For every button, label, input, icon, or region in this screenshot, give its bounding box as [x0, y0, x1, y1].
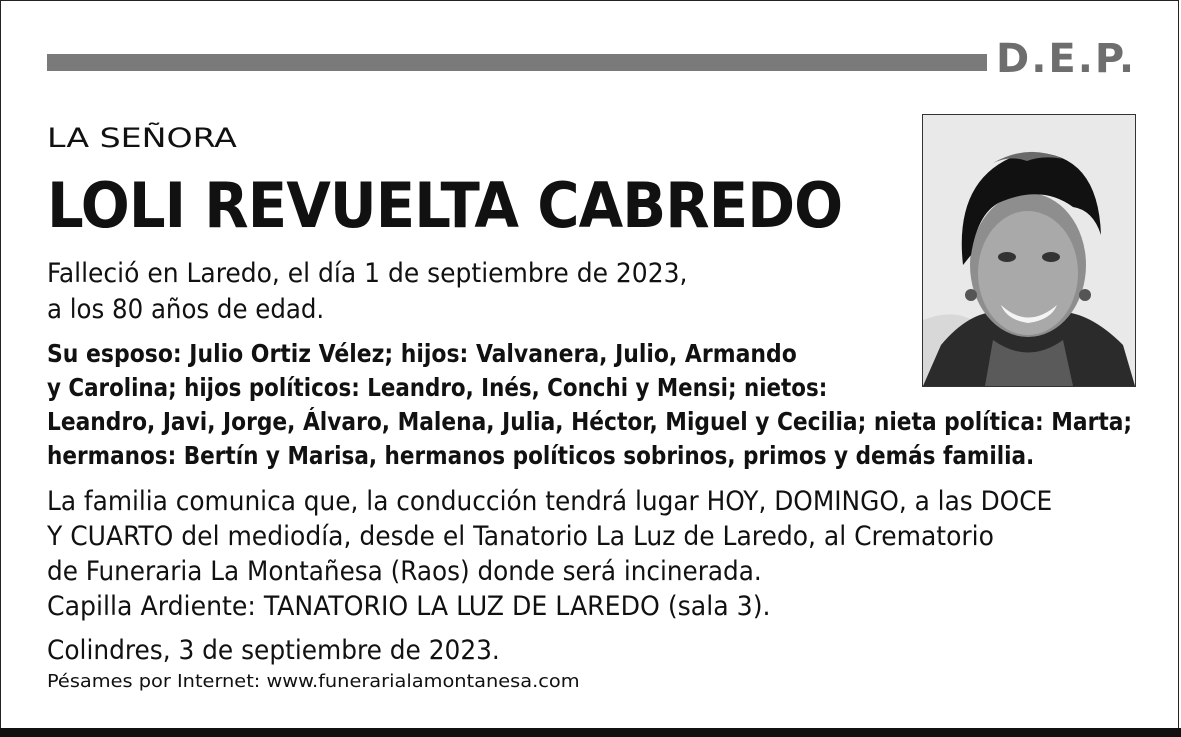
place-date: Colindres, 3 de septiembre de 2023. [47, 635, 500, 666]
death-line: a los 80 años de edad. [47, 294, 325, 325]
notice-line: La familia comunica que, la conducción tendrá lugar HOY, DOMINGO, a las DOCE [47, 486, 1053, 517]
deceased-prefix: LA SEÑORA [47, 123, 237, 154]
notice-line: Capilla Ardiente: TANATORIO LA LUZ DE LAREDO (sala 3). [47, 591, 771, 622]
death-line: Falleció en Laredo, el día 1 de septiembre de 2023, [47, 258, 688, 289]
family-line: hermanos: Bertín y Marisa, hermanos políticos sobrinos, primos y demás familia. [47, 441, 1035, 470]
family-line: y Carolina; hijos políticos: Leandro, Inés, Conchi y Mensi; nietos: [47, 373, 828, 402]
portrait-photo-icon [923, 115, 1135, 386]
footer-rule [0, 728, 1181, 737]
condolences-line: Pésames por Internet: www.funerarialamontanesa.com [47, 671, 580, 692]
family-line: Su esposo: Julio Ortiz Vélez; hijos: Valvanera, Julio, Armando [47, 339, 797, 368]
notice-line: de Funeraria La Montañesa (Raos) donde será incinerada. [47, 556, 762, 587]
header-rule [47, 54, 987, 71]
notice-line: Y CUARTO del mediodía, desde el Tanatorio La Luz de Laredo, al Crematorio [47, 521, 994, 552]
dep-mark: D.E.P. [996, 36, 1137, 82]
portrait-photo [922, 114, 1136, 387]
deceased-name: LOLI REVUELTA CABREDO [47, 169, 843, 242]
family-line: Leandro, Javi, Jorge, Álvaro, Malena, Julia, Héctor, Miguel y Cecilia; nieta política: Marta; [47, 407, 1133, 436]
